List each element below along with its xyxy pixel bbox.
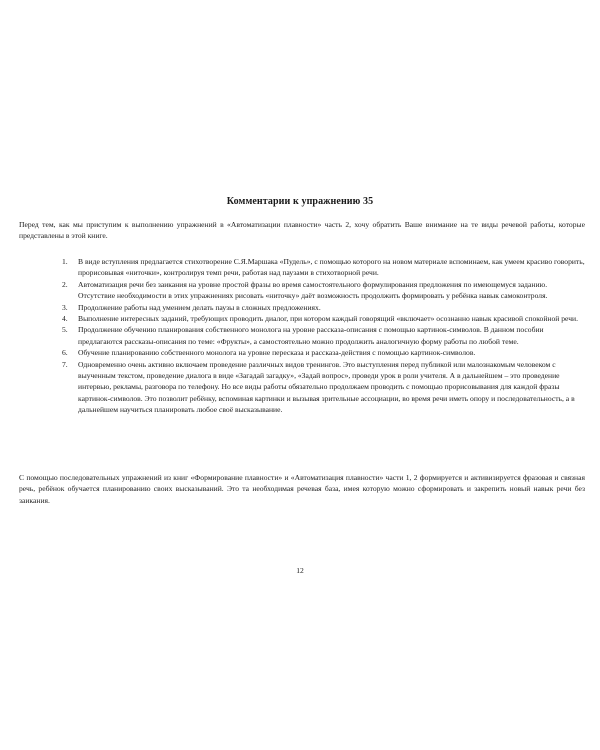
page-title: Комментарии к упражнению 35: [226, 196, 374, 207]
intro-paragraph: Перед тем, как мы приступим к выполнению упражнений в «Автоматизации плавности» часть 2, хочу обратить Ваше внимание на те виды речевой работы, которые представлены в этой книге.: [19, 220, 585, 241]
list-item-text: Продолжение работы над умением делать паузы в сложных предложениях.: [78, 302, 321, 312]
list-item-number: 1.: [62, 257, 68, 266]
list-item: [40, 302, 585, 313]
list-item: [40, 324, 585, 347]
list-item-number: 3.: [62, 302, 68, 312]
list-item: [40, 347, 585, 358]
list-item-number: 4.: [62, 314, 68, 324]
list-item: [40, 359, 585, 416]
list-item-text: Выполнение интересных заданий, требующих проводить диалог, при котором каждый говорящий «включает» осознанно навык красивой спокойной речи.: [78, 314, 578, 324]
list-item: [40, 279, 585, 302]
list-item-number: 5.: [62, 325, 68, 335]
list-item-text: Продолжение обучению планирования собственного монолога на уровне рассказа-описания с помощью картинок-символов. В данном пособии предлагаются рассказы-описания по теме: «Фрукты», а самостоятельно можно продолжить аналогичную форму работы по любой теме.: [78, 325, 544, 346]
exercise-list: [40, 256, 585, 416]
list-item-text: Одновременно очень активно включаем проведение различных видов тренингов. Это выступления перед публикой или малознакомым человеком с выученным текстом, проведение диалога в виде «Загадай загадку», «Задай вопрос», проведи урок в роли учителя. А в дальнейшем – это проведение интервью, рекламы, разговора по телефону. Но все виды работы обязательно продолжаем проводить с помощью прорисовывания для каждой фразы картинок-символов. Это позволит ребёнку, вспоминая картинки и вызывая зрительные ассоциации, во время речи иметь опору и последовательность, а в дальнейшем научиться планировать любое своё высказывание.: [78, 359, 575, 415]
list-item-text: В виде вступления предлагается стихотворение С.Я.Маршака «Пудель», с помощью которого на новом материале вспоминаем, как умеем красиво говорить, прорисовывая «ниточки», контролируя темп речи, работая над паузами в стихотворной речи.: [78, 257, 585, 278]
list-item-number: 6.: [62, 348, 68, 358]
list-item-number: 2.: [62, 279, 68, 289]
list-item-text: Обучение планированию собственного монолога на уровне пересказа и рассказа-действия с помощью картинок-символов.: [78, 348, 476, 358]
list-item-number: 7.: [62, 359, 68, 369]
list-item: [40, 256, 585, 279]
closing-paragraph: С помощью последовательных упражнений из книг «Формирование плавности» и «Автоматизация плавности» части 1, 2 формируется и активизируется фразовая и связная речь, ребёнок обучается планированию своих высказываний. Это та необходимая речевая база, имея которую можно сформировать и закрепить новый навык речи без заикания.: [19, 473, 585, 505]
page-number: 12: [296, 566, 304, 575]
list-item: [40, 313, 585, 324]
list-item-text: Автоматизация речи без заикания на уровне простой фразы во время самостоятельного формулирования предложения по имеющемуся заданию. Отсутствие необходимости в этих упражнениях рисовать «ниточку» даёт возможность продолжить формировать у ребёнка навык самоконтроля.: [78, 279, 548, 301]
